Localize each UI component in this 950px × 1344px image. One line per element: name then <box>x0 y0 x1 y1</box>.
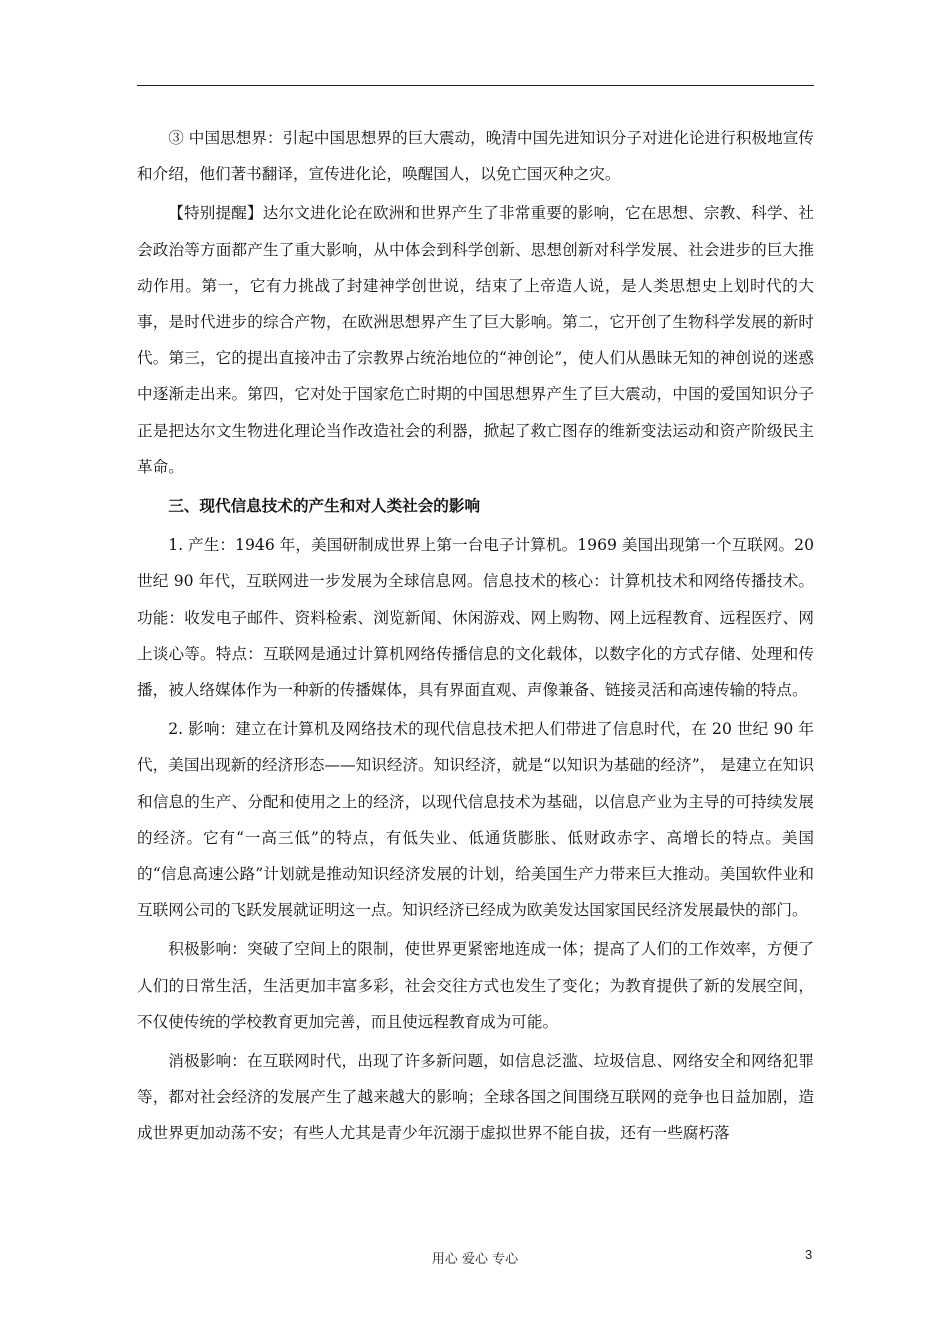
document-body <box>137 120 814 1155</box>
paragraph-thought-china: ③ 中国思想界：引起中国思想界的巨大震动，晚清中国先进知识分子对进化论进行积极地宣传和介绍，他们著书翻译，宣传进化论，唤醒国人，以免亡国灭种之灾。 <box>137 129 814 184</box>
section-heading: 三、现代信息技术的产生和对人类社会的影响 <box>168 496 481 516</box>
paragraph-special-note: 【特别提醒】达尔文进化论在欧洲和世界产生了非常重要的影响，它在思想、宗教、科学、社会政治等方面都产生了重大影响，从中体会到科学创新、思想创新对科学发展、社会进步的巨大推动作用。第一，它有力挑战了封建神学创世说，结束了上帝造人说，是人类思想史上划时代的大事，是时代进步的综合产物，在欧洲思想界产生了巨大影响。第二，它开创了生物科学发展的新时代。第三，它的提出直接冲击了宗教界占统治地位的“神创论”，使人们从愚昧无知的神创说的迷惑中逐渐走出来。第四，它对处于国家危亡时期的中国思想界产生了巨大震动，中国的爱国知识分子正是把达尔文生物进化理论当作改造社会的利器，掀起了救亡图存的维新变法运动和资产阶级民主革命。 <box>137 204 814 476</box>
paragraph-negative-impact: 消极影响：在互联网时代，出现了许多新问题，如信息泛滥、垃圾信息、网络安全和网络犯罪等，都对社会经济的发展产生了越来越大的影响；全球各国之间围绕互联网的竞争也日益加剧，造成世界更加动荡不安；有些人尤其是青少年沉溺于虚拟世界不能自拔，还有一些腐朽落 <box>137 1052 814 1143</box>
header-rule <box>137 85 814 86</box>
paragraph-positive-impact: 积极影响：突破了空间上的限制，使世界更紧密地连成一体；提高了人们的工作效率，方便了人们的日常生活，生活更加丰富多彩，社会交往方式也发生了变化；为教育提供了新的发展空间，不仅使传统的学校教育更加完善，而且使远程教育成为可能。 <box>137 940 814 1031</box>
paragraph-impact: 2. 影响：建立在计算机及网络技术的现代信息技术把人们带进了信息时代，在 20 世纪 90 年代，美国出现新的经济形态——知识经济。知识经济，就是“以知识为基础的经济”， 是建立在知识和信息的生产、分配和使用之上的经济，以现代信息技术为基础，以信息产业为主导的可持续发展的经济。它有“一高三低”的特点，有低失业、低通货膨胀、低财政赤字、高增长的特点。美国的“信息高速公路”计划就是推动知识经济发展的计划，给美国生产力带来巨大推动。美国软件业和互联网公司的飞跃发展就证明这一点。知识经济已经成为欧美发达国家国民经济发展最快的部门。 <box>137 720 814 920</box>
page-number: 3 <box>805 1247 813 1262</box>
footer-motto: 用心 爱心 专心 <box>431 1252 519 1267</box>
paragraph-origin: 1. 产生：1946 年，美国研制成世界上第一台电子计算机。1969 美国出现第一个互联网。20 世纪 90 年代，互联网进一步发展为全球信息网。信息技术的核心：计算机技术和网络传播技术。功能：收发电子邮件、资料检索、浏览新闻、休闲游戏、网上购物、网上远程教育、远程医疗、网上谈心等。特点：互联网是通过计算机网络传播信息的文化载体，以数字化的方式存储、处理和传播，被人络媒体作为一种新的传播媒体，具有界面直观、声像兼备、链接灵活和高速传输的特点。 <box>137 536 814 700</box>
